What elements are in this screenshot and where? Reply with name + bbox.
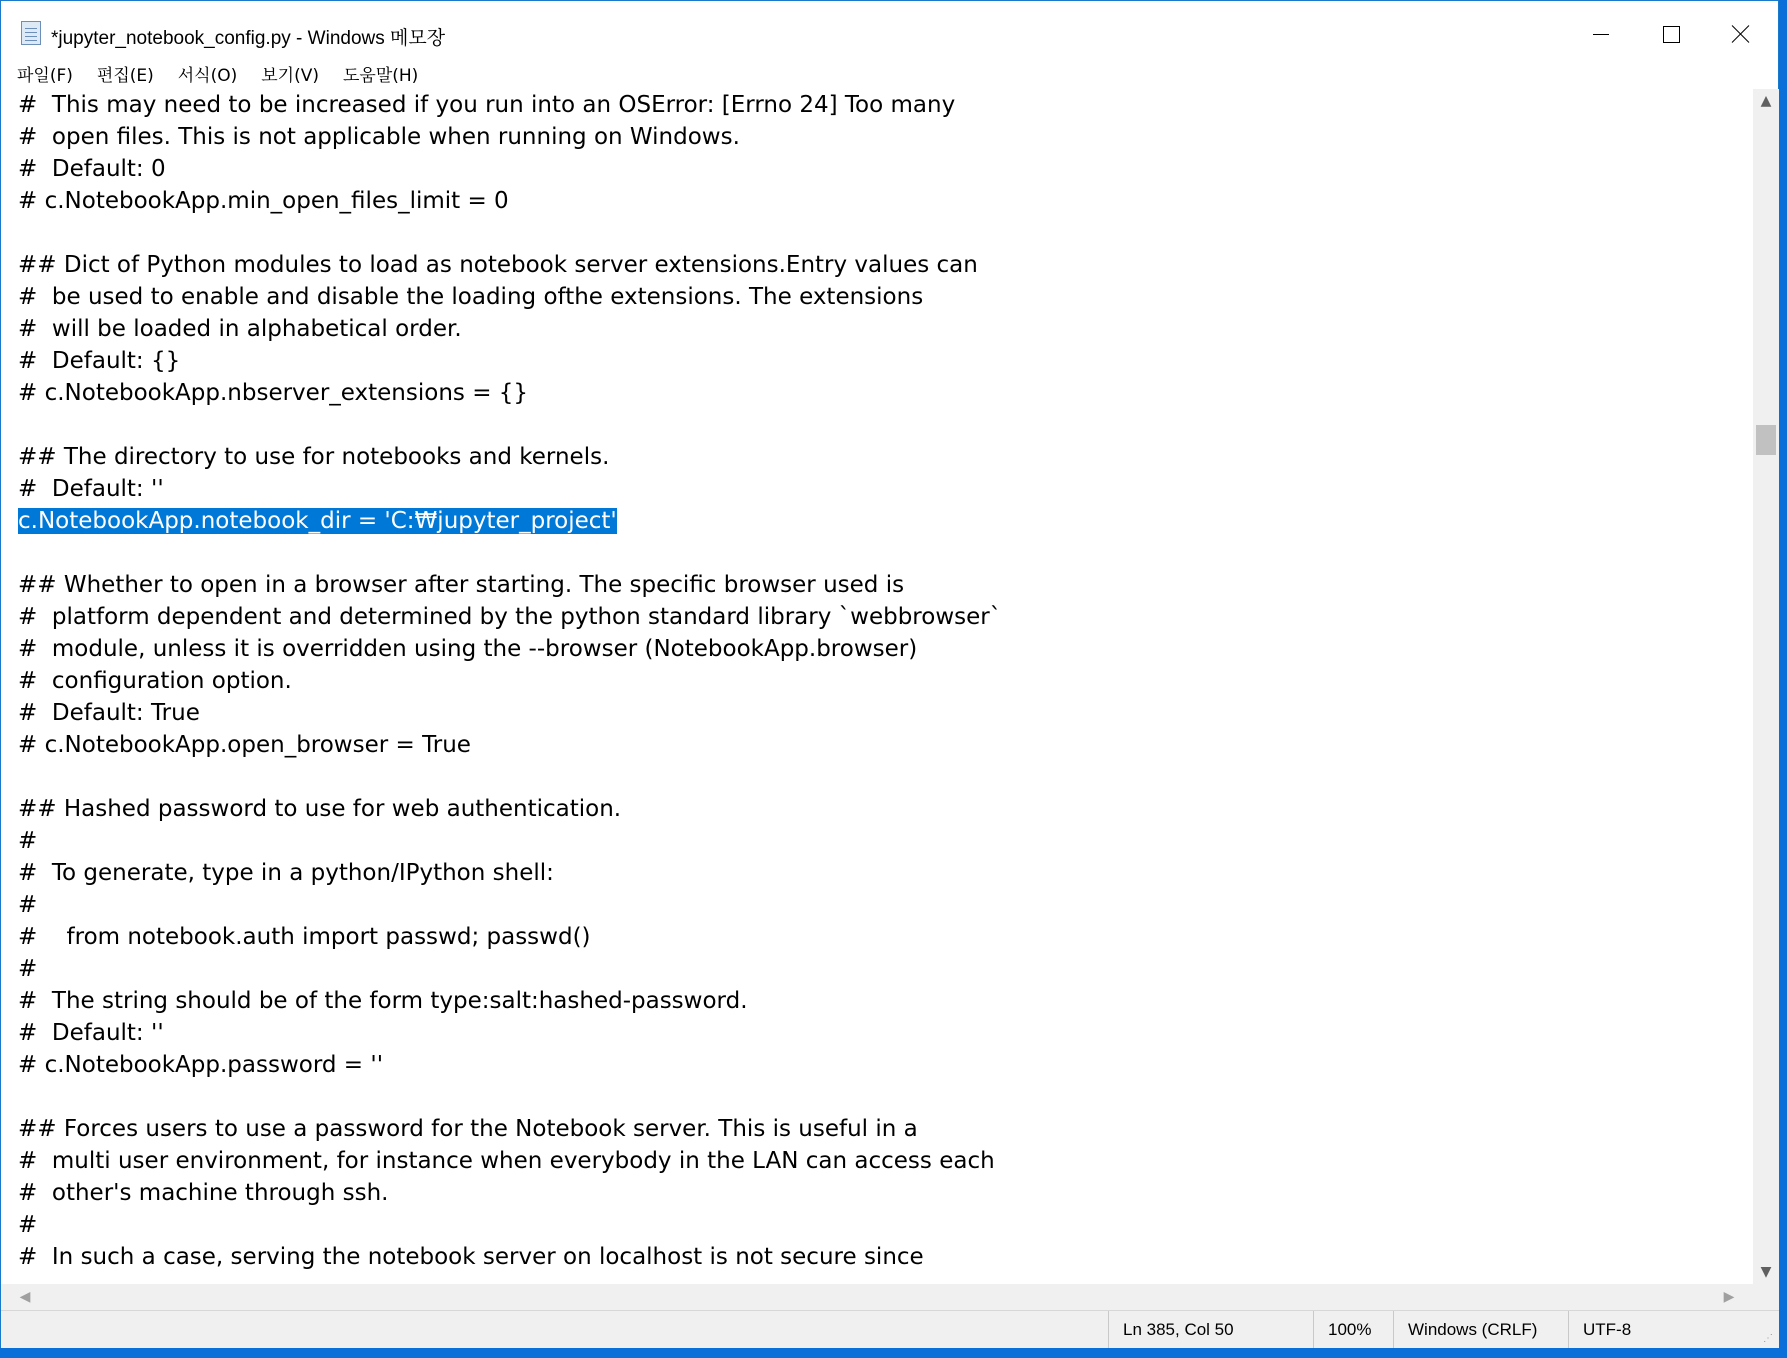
menu-help[interactable]: 도움말(H) (343, 65, 419, 86)
editor-line[interactable]: # open files. This is not applicable when running on Windows. (18, 124, 740, 150)
close-icon (1731, 24, 1751, 44)
editor-line[interactable]: # The string should be of the form type:salt:hashed-password. (18, 988, 748, 1014)
editor-line[interactable]: # platform dependent and determined by the python standard library `webbrowser` (18, 604, 1002, 630)
scroll-up-icon[interactable]: ▲ (1760, 93, 1772, 109)
editor-line[interactable]: # (18, 828, 38, 854)
editor-line[interactable]: # be used to enable and disable the loading ofthe extensions. The extensions (18, 284, 924, 310)
vertical-scrollbar[interactable] (1753, 89, 1779, 1284)
editor-line[interactable]: # In such a case, serving the notebook server on localhost is not secure since (18, 1244, 924, 1270)
menu-file[interactable]: 파일(F) (17, 65, 73, 86)
notepad-icon (21, 21, 41, 45)
scroll-left-icon[interactable]: ◀ (19, 1289, 31, 1305)
editor-line[interactable]: # c.NotebookApp.min_open_files_limit = 0 (18, 188, 509, 214)
cursor-position: Ln 385, Col 50 (1108, 1311, 1313, 1348)
editor-line[interactable] (1, 409, 1753, 441)
menu-bar (1, 57, 1778, 89)
minimize-icon (1593, 34, 1609, 35)
editor-line[interactable]: # other's machine through ssh. (18, 1180, 389, 1206)
scroll-down-icon[interactable]: ▼ (1760, 1264, 1772, 1280)
menu-format[interactable]: 서식(O) (177, 65, 238, 86)
editor-line[interactable]: ## Hashed password to use for web authentication. (18, 796, 622, 822)
editor-line[interactable]: # will be loaded in alphabetical order. (18, 316, 462, 342)
zoom-level: 100% (1313, 1311, 1393, 1348)
editor-line[interactable]: # configuration option. (18, 668, 292, 694)
resize-grip-icon[interactable]: ⋰ (1763, 1333, 1773, 1344)
editor-line[interactable]: # This may need to be increased if you run into an OSError: [Errno 24] Too many (18, 92, 956, 118)
editor-line[interactable]: # from notebook.auth import passwd; passwd() (18, 924, 591, 950)
text-editor-area[interactable] (1, 89, 1753, 1284)
editor-line[interactable]: # Default: True (18, 700, 200, 726)
editor-line[interactable]: # To generate, type in a python/IPython shell: (18, 860, 554, 886)
editor-line[interactable]: # multi user environment, for instance when everybody in the LAN can access each (18, 1148, 995, 1174)
editor-line[interactable]: # Default: '' (18, 1020, 164, 1046)
encoding: UTF-8 (1568, 1311, 1778, 1348)
maximize-icon (1663, 26, 1680, 43)
editor-line[interactable]: ## The directory to use for notebooks and kernels. (18, 444, 610, 470)
vertical-scroll-thumb[interactable] (1756, 425, 1776, 455)
scrollbar-corner (1753, 1284, 1779, 1310)
editor-line[interactable]: # c.NotebookApp.password = '' (18, 1052, 384, 1078)
horizontal-scrollbar[interactable] (1, 1284, 1753, 1310)
selected-text[interactable]: c.NotebookApp.notebook_dir = 'C:₩jupyter_project' (18, 508, 617, 534)
line-ending: Windows (CRLF) (1393, 1311, 1568, 1348)
editor-line[interactable] (1, 505, 1753, 537)
editor-line[interactable] (1, 537, 1753, 569)
editor-line[interactable]: ## Whether to open in a browser after starting. The specific browser used is (18, 572, 905, 598)
editor-line[interactable]: # module, unless it is overridden using the --browser (NotebookApp.browser) (18, 636, 918, 662)
window-title: *jupyter_notebook_config.py - Windows 메모장 (51, 28, 446, 49)
editor-line[interactable]: # (18, 892, 38, 918)
editor-line[interactable]: # Default: '' (18, 476, 164, 502)
editor-line[interactable]: ## Forces users to use a password for the Notebook server. This is useful in a (18, 1116, 918, 1142)
menu-view[interactable]: 보기(V) (261, 65, 319, 86)
editor-line[interactable]: # c.NotebookApp.nbserver_extensions = {} (18, 380, 529, 406)
editor-line[interactable] (1, 1081, 1753, 1113)
editor-line[interactable] (1, 761, 1753, 793)
editor-line[interactable]: # Default: 0 (18, 156, 166, 182)
editor-line[interactable]: # Default: {} (18, 348, 181, 374)
scroll-right-icon[interactable]: ▶ (1723, 1289, 1735, 1305)
editor-line[interactable]: ## Dict of Python modules to load as notebook server extensions.Entry values can (18, 252, 978, 278)
editor-line[interactable]: # c.NotebookApp.open_browser = True (18, 732, 471, 758)
editor-line[interactable]: # (18, 956, 38, 982)
editor-line[interactable]: # (18, 1212, 38, 1238)
editor-line[interactable] (1, 217, 1753, 249)
menu-edit[interactable]: 편집(E) (96, 65, 154, 86)
status-bar (1, 1310, 1779, 1348)
